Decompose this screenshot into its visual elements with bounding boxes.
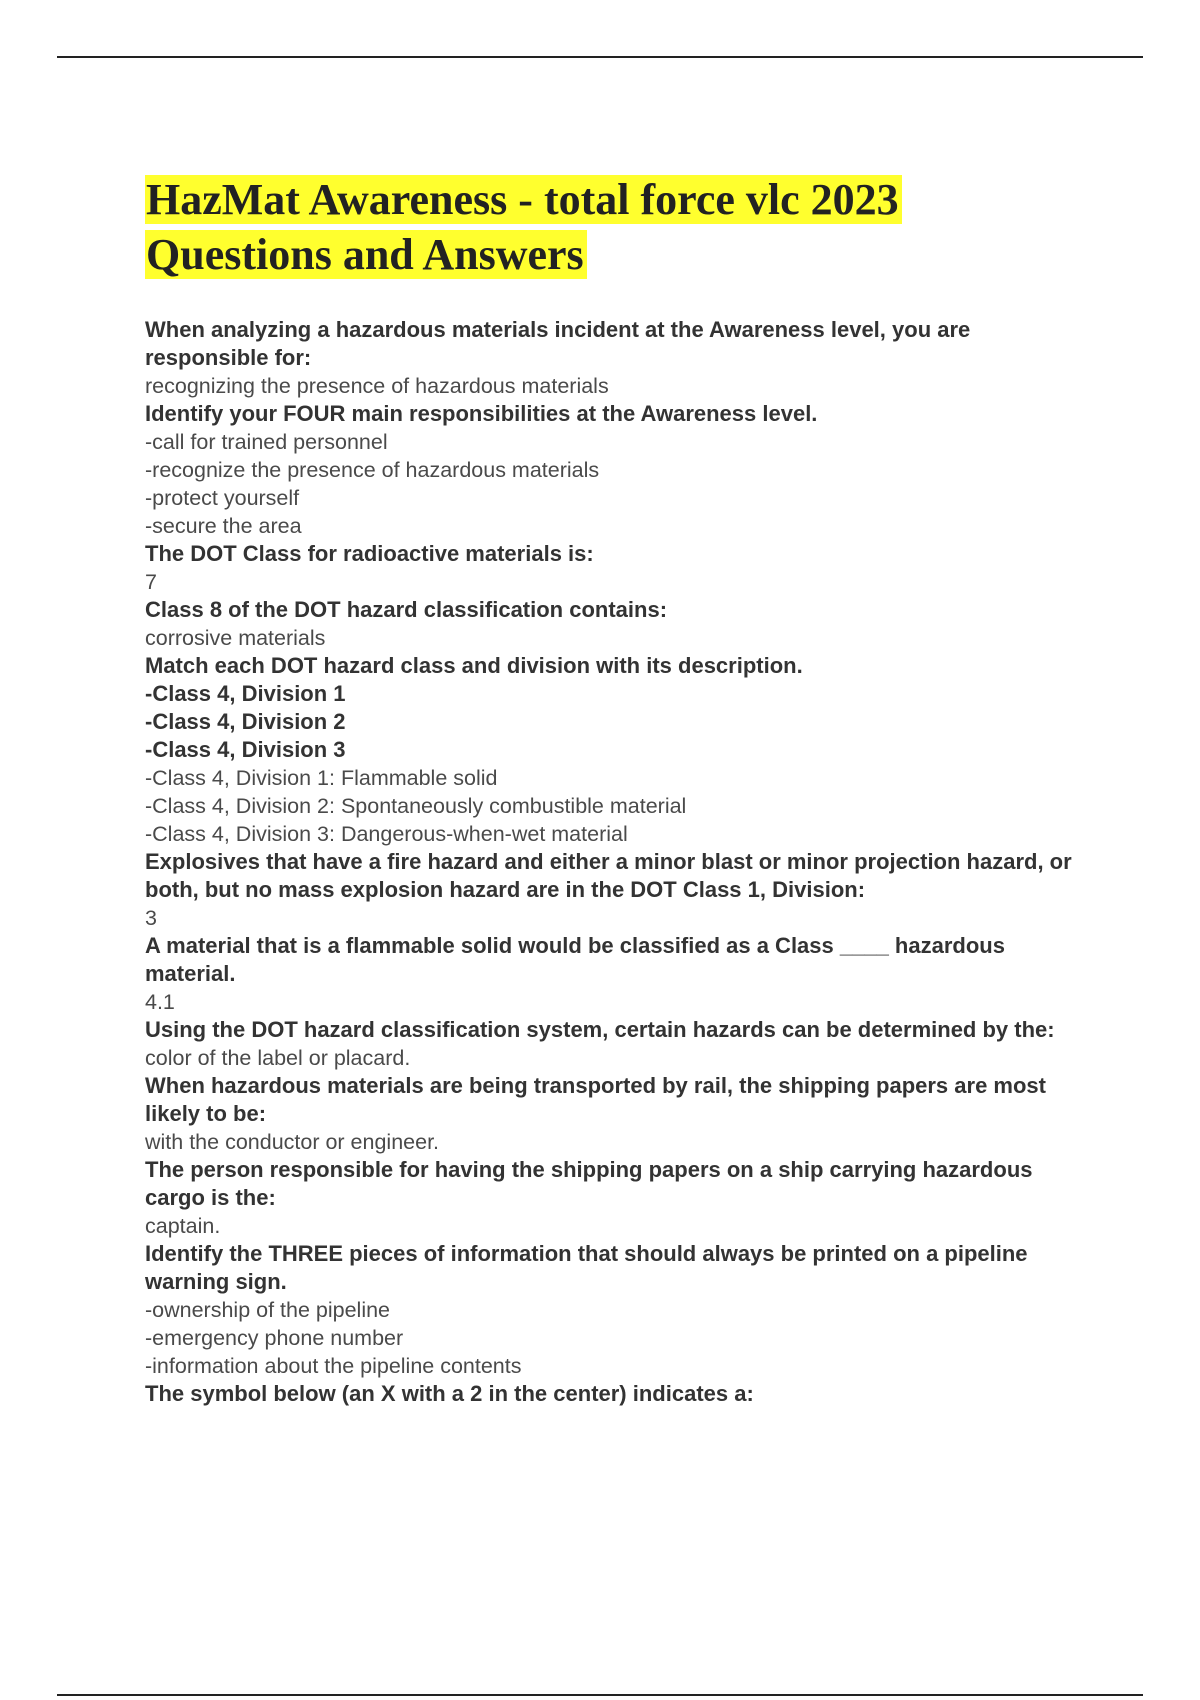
document-body bbox=[145, 172, 1085, 1408]
qa-list bbox=[145, 316, 1085, 1408]
question-text: -Class 4, Division 3 bbox=[145, 737, 346, 762]
qa-item bbox=[145, 596, 1085, 652]
document-title bbox=[145, 172, 1085, 282]
question-text: Identify the THREE pieces of information that should always be printed on a pipeline warning sign. bbox=[145, 1241, 1028, 1294]
answer-text: captain. bbox=[145, 1214, 221, 1238]
answer-text: -information about the pipeline contents bbox=[145, 1354, 522, 1378]
question-text: A material that is a flammable solid would be classified as a Class ____ hazardous material. bbox=[145, 933, 1005, 986]
qa-item bbox=[145, 1240, 1085, 1380]
answer-text: 3 bbox=[145, 906, 157, 930]
answer-text: -ownership of the pipeline bbox=[145, 1298, 391, 1322]
qa-item bbox=[145, 652, 1085, 848]
answer-text: recognizing the presence of hazardous materials bbox=[145, 374, 609, 398]
qa-item bbox=[145, 848, 1085, 932]
question-text: -Class 4, Division 2 bbox=[145, 709, 346, 734]
question-text: Explosives that have a fire hazard and either a minor blast or minor projection hazard, or both, but no mass explosion hazard are in the DOT Class 1, Division: bbox=[145, 849, 1072, 902]
bottom-divider bbox=[57, 1694, 1143, 1696]
answer-text: -Class 4, Division 3: Dangerous-when-wet material bbox=[145, 822, 628, 846]
answer-text: with the conductor or engineer. bbox=[145, 1130, 440, 1154]
answer-text: -call for trained personnel bbox=[145, 430, 388, 454]
qa-item bbox=[145, 1072, 1085, 1156]
qa-item bbox=[145, 316, 1085, 400]
answer-text: -secure the area bbox=[145, 514, 302, 538]
top-divider bbox=[57, 56, 1143, 58]
question-text: The symbol below (an X with a 2 in the center) indicates a: bbox=[145, 1381, 754, 1406]
answer-text: -Class 4, Division 1: Flammable solid bbox=[145, 766, 498, 790]
answer-text: -emergency phone number bbox=[145, 1326, 404, 1350]
qa-item bbox=[145, 1380, 1085, 1408]
answer-text: color of the label or placard. bbox=[145, 1046, 411, 1070]
question-text: When analyzing a hazardous materials incident at the Awareness level, you are responsible for: bbox=[145, 317, 971, 370]
question-text: Match each DOT hazard class and division with its description. bbox=[145, 653, 803, 678]
qa-item bbox=[145, 932, 1085, 1016]
qa-item bbox=[145, 1156, 1085, 1240]
qa-item bbox=[145, 1016, 1085, 1072]
question-text: When hazardous materials are being transported by rail, the shipping papers are most likely to be: bbox=[145, 1073, 1046, 1126]
title-line-1: HazMat Awareness - total force vlc 2023 bbox=[145, 175, 902, 224]
question-text: The DOT Class for radioactive materials is: bbox=[145, 541, 594, 566]
answer-text: 7 bbox=[145, 570, 157, 594]
answer-text: -recognize the presence of hazardous materials bbox=[145, 458, 600, 482]
answer-text: corrosive materials bbox=[145, 626, 326, 650]
qa-item bbox=[145, 540, 1085, 596]
answer-text: -Class 4, Division 2: Spontaneously combustible material bbox=[145, 794, 687, 818]
question-text: The person responsible for having the shipping papers on a ship carrying hazardous cargo is the: bbox=[145, 1157, 1033, 1210]
title-line-2: Questions and Answers bbox=[145, 230, 587, 279]
answer-text: -protect yourself bbox=[145, 486, 300, 510]
answer-text: 4.1 bbox=[145, 990, 175, 1014]
qa-item bbox=[145, 400, 1085, 540]
question-text: -Class 4, Division 1 bbox=[145, 681, 346, 706]
question-text: Class 8 of the DOT hazard classification contains: bbox=[145, 597, 668, 622]
question-text: Using the DOT hazard classification system, certain hazards can be determined by the: bbox=[145, 1017, 1055, 1042]
question-text: Identify your FOUR main responsibilities at the Awareness level. bbox=[145, 401, 818, 426]
